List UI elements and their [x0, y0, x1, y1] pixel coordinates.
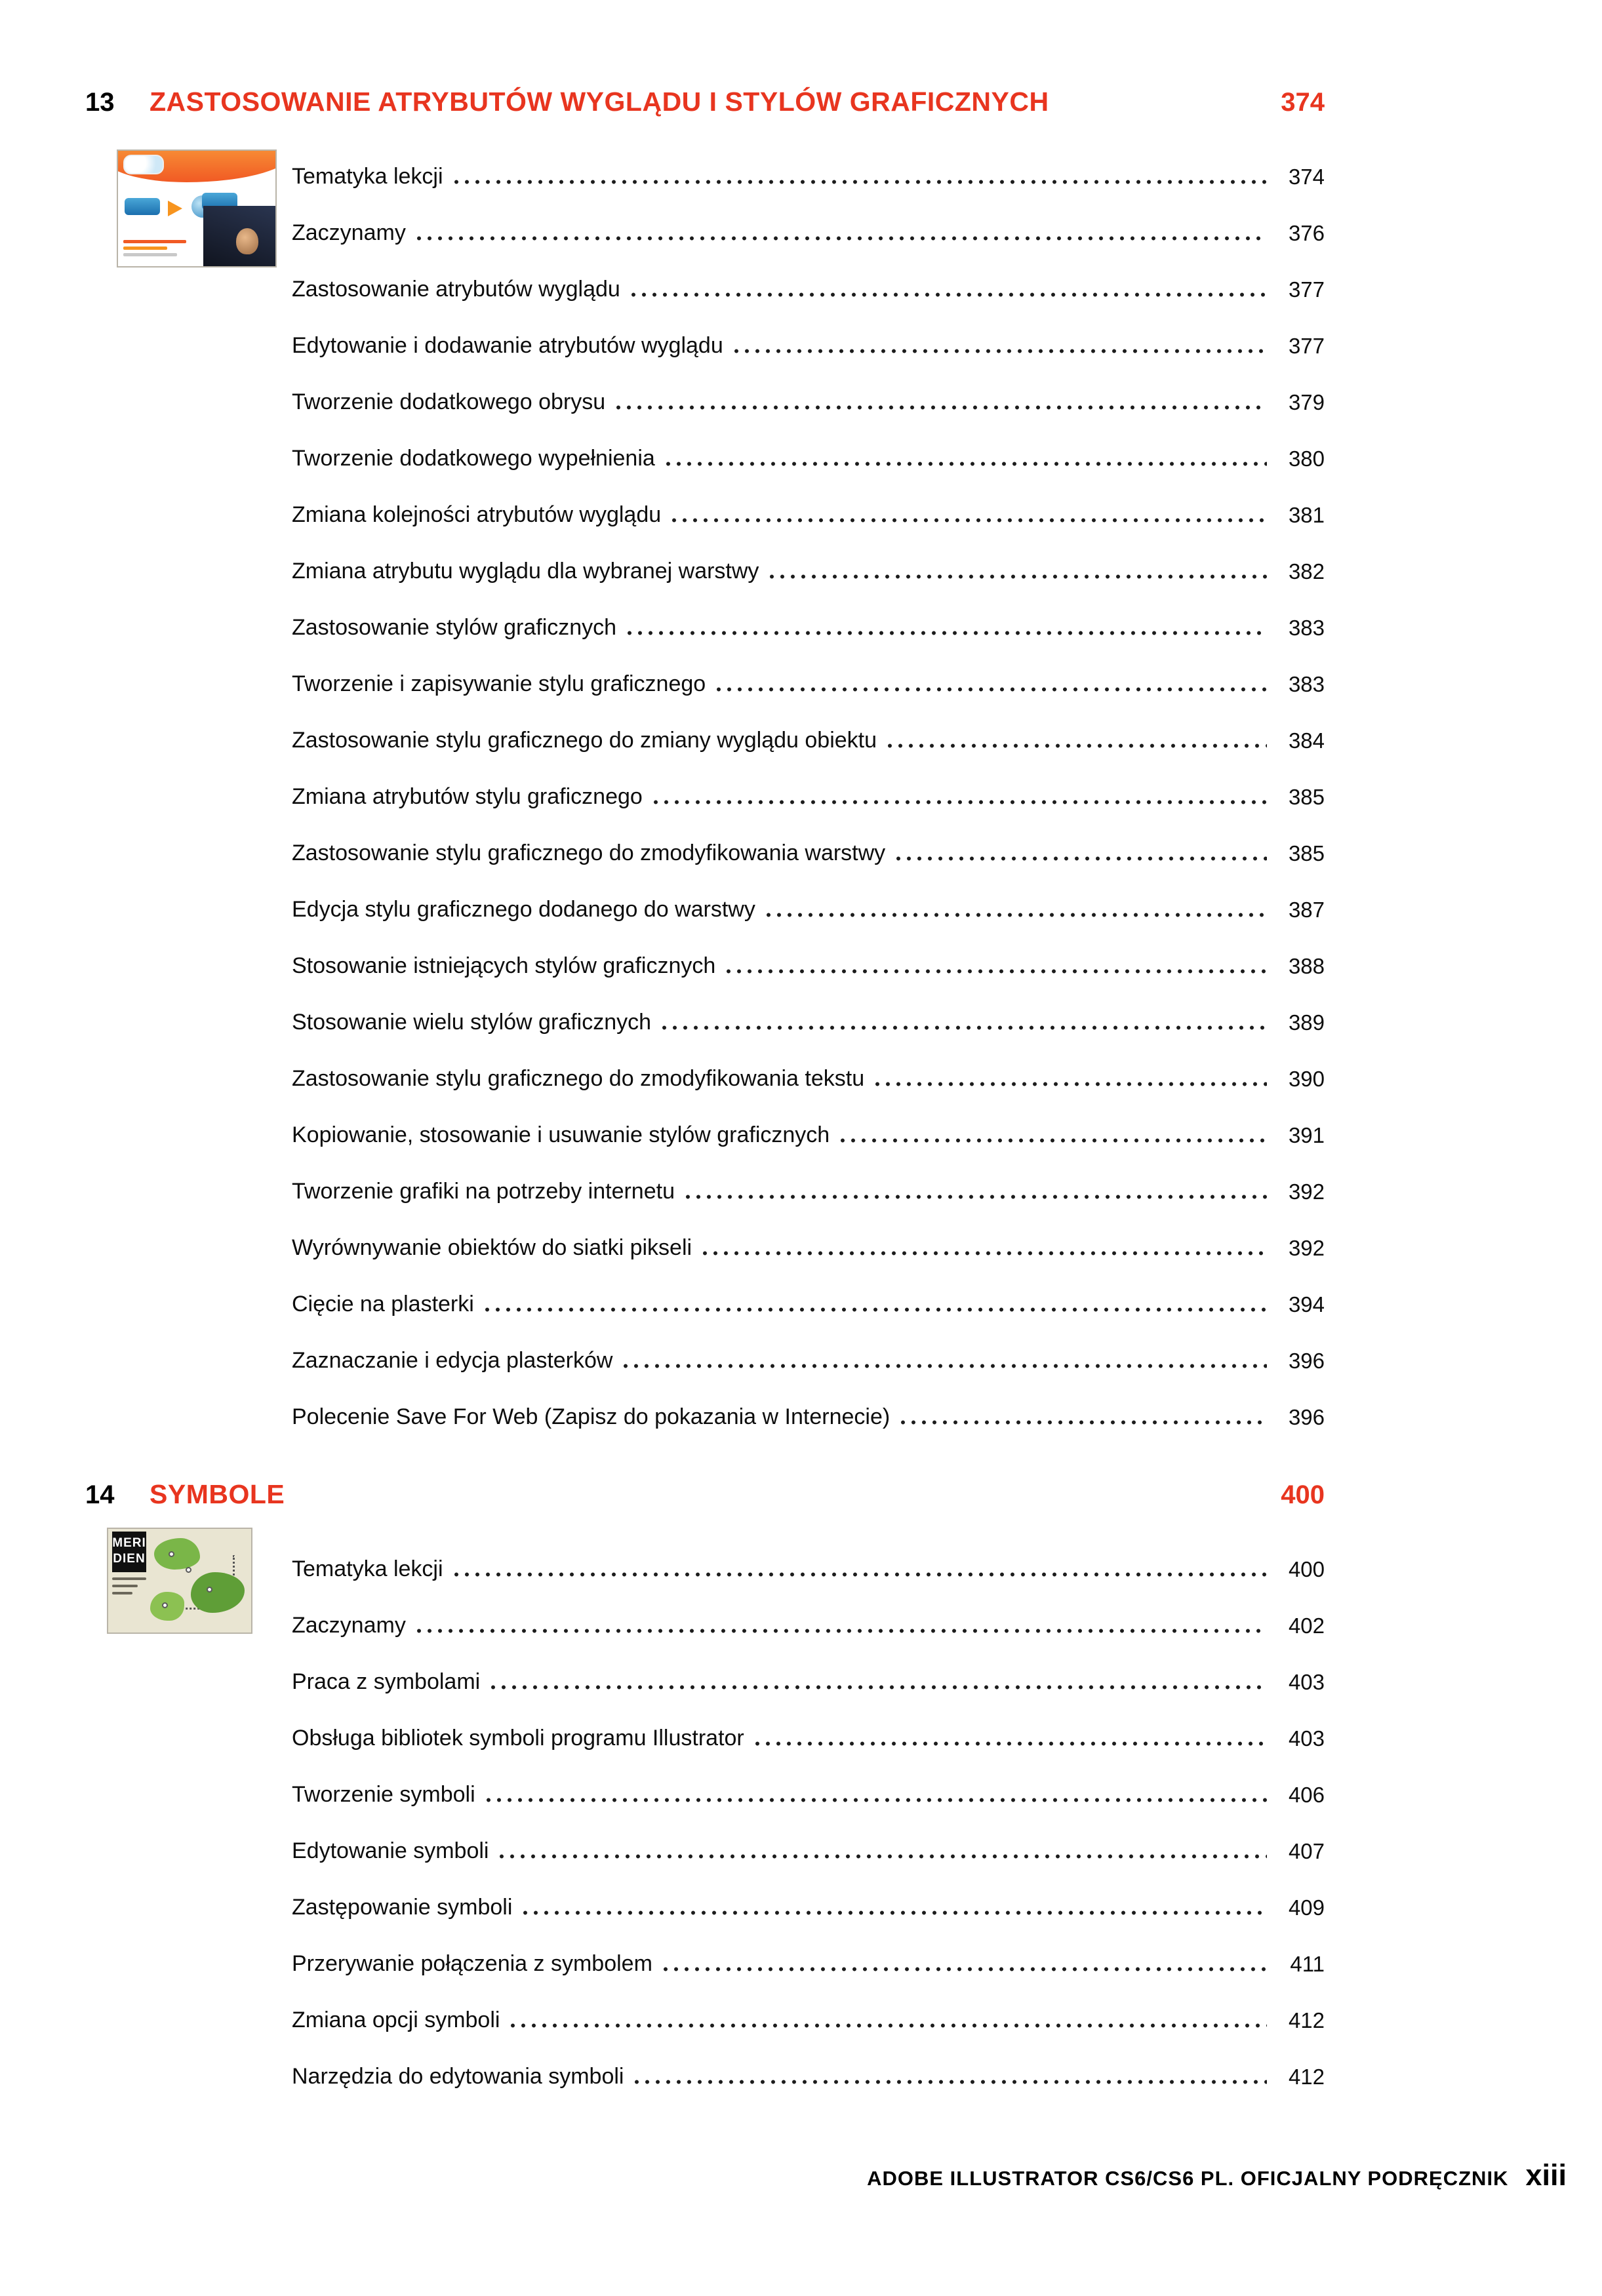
toc-entry-page: 385 — [1288, 785, 1325, 809]
chapter-heading — [85, 87, 1325, 117]
toc-entry-page: 392 — [1288, 1179, 1325, 1204]
toc-entry — [292, 1818, 1325, 1874]
toc-entry-page: 384 — [1288, 728, 1325, 753]
toc-entry-page: 380 — [1288, 446, 1325, 471]
toc-entry-label: Tworzenie i zapisywanie stylu graficznego — [292, 671, 706, 696]
toc-entry-label: Zmiana kolejności atrybutów wyglądu — [292, 502, 662, 527]
leader-dots — [451, 1572, 1267, 1577]
toc-entry-label: Zmiana atrybutów stylu graficznego — [292, 784, 643, 809]
toc-entry — [292, 482, 1325, 538]
toc-entry-label: Zastosowanie stylów graficznych — [292, 615, 617, 640]
toc-entry-label: Edytowanie symboli — [292, 1838, 489, 1863]
toc-entry — [292, 1874, 1325, 1931]
toc-entry — [292, 989, 1325, 1046]
toc-entry — [292, 1649, 1325, 1705]
toc-entry-label: Stosowanie wielu stylów graficznych — [292, 1010, 652, 1035]
map-title-line: DIEN — [113, 1551, 146, 1566]
toc-entry-label: Tworzenie grafiki na potrzeby internetu — [292, 1179, 675, 1204]
leader-dots — [663, 462, 1267, 466]
chapter-number: 13 — [85, 88, 115, 117]
page-footer — [867, 2158, 1567, 2192]
toc-entry — [292, 1593, 1325, 1649]
leader-dots — [872, 1082, 1267, 1086]
toc-entry-page: 385 — [1288, 841, 1325, 865]
toc-entry-label: Tworzenie dodatkowego wypełnienia — [292, 446, 655, 471]
leader-dots — [483, 1798, 1267, 1802]
toc-entry-page: 387 — [1288, 898, 1325, 922]
toc-entry — [292, 144, 1325, 200]
leader-dots — [700, 1251, 1267, 1256]
toc-entry-label: Wyrównywanie obiektów do siatki pikseli — [292, 1235, 692, 1260]
leader-dots — [496, 1854, 1267, 1859]
toc-entry-page: 391 — [1288, 1123, 1325, 1147]
toc-entry-label: Przerywanie połączenia z symbolem — [292, 1951, 652, 1976]
leader-dots — [893, 856, 1267, 861]
toc-entry-label: Tematyka lekcji — [292, 164, 443, 189]
leader-dots — [414, 1629, 1267, 1633]
toc-entry-label: Kopiowanie, stosowanie i usuwanie stylów graficznych — [292, 1122, 830, 1147]
toc-entry-label: Polecenie Save For Web (Zapisz do pokazania w Internecie) — [292, 1404, 891, 1429]
leader-dots — [631, 2080, 1267, 2084]
toc-entry — [292, 538, 1325, 595]
toc-entry-page: 403 — [1288, 1726, 1325, 1751]
leader-dots — [683, 1195, 1267, 1199]
leader-dots — [763, 913, 1267, 917]
leader-dots — [451, 180, 1267, 184]
toc-entry-page: 403 — [1288, 1670, 1325, 1694]
toc-entry — [292, 707, 1325, 764]
folio-page-number: xiii — [1525, 2158, 1567, 2192]
toc-entry-label: Zastosowanie atrybutów wyglądu — [292, 277, 620, 302]
toc-entry-page: 376 — [1288, 221, 1325, 245]
leader-dots — [660, 1967, 1267, 1971]
toc-entry-page: 412 — [1288, 2008, 1325, 2032]
leader-dots — [837, 1138, 1267, 1143]
toc-entry — [292, 1102, 1325, 1158]
leader-dots — [713, 687, 1267, 692]
toc-entry-page: 406 — [1288, 1783, 1325, 1807]
toc-entry — [292, 1328, 1325, 1384]
toc-entry — [292, 877, 1325, 933]
leader-dots — [723, 969, 1267, 974]
chapter-13-entry-list — [292, 144, 1325, 1440]
toc-entry-page: 412 — [1288, 2065, 1325, 2089]
toc-entry — [292, 2044, 1325, 2100]
toc-entry-label: Praca z symbolami — [292, 1669, 481, 1694]
toc-entry-label: Zaczynamy — [292, 1613, 406, 1638]
toc-entry-label: Zmiana atrybutu wyglądu dla wybranej warstwy — [292, 559, 759, 584]
toc-entry-label: Zastosowanie stylu graficznego do zmiany wyglądu obiektu — [292, 728, 877, 753]
chapter-14-entry-list — [292, 1536, 1325, 2100]
toc-entry — [292, 369, 1325, 426]
toc-entry-label: Zastosowanie stylu graficznego do zmodyfikowania warstwy — [292, 841, 886, 865]
toc-entry-page: 396 — [1288, 1405, 1325, 1429]
toc-entry — [292, 1762, 1325, 1818]
leader-dots — [520, 1910, 1267, 1915]
toc-entry — [292, 1536, 1325, 1593]
toc-entry-label: Narzędzia do edytowania symboli — [292, 2064, 624, 2089]
toc-entry-page: 396 — [1288, 1349, 1325, 1373]
toc-entry-page: 377 — [1288, 334, 1325, 358]
toc-entry — [292, 1931, 1325, 1987]
chapter-title: SYMBOLE — [150, 1479, 285, 1509]
leader-dots — [669, 518, 1267, 523]
chapter-13-section — [85, 87, 1325, 1440]
toc-entry-page: 377 — [1288, 277, 1325, 302]
leader-dots — [628, 292, 1267, 297]
toc-entry — [292, 313, 1325, 369]
leader-dots — [767, 574, 1267, 579]
toc-entry — [292, 1384, 1325, 1440]
chapter-page-number: 400 — [1281, 1480, 1325, 1509]
leader-dots — [620, 1364, 1267, 1368]
toc-entry-page: 383 — [1288, 616, 1325, 640]
toc-entry-page: 389 — [1288, 1010, 1325, 1035]
toc-entry — [292, 1046, 1325, 1102]
toc-entry — [292, 820, 1325, 877]
map-title-line: MERI — [112, 1536, 146, 1550]
leader-dots — [731, 349, 1267, 353]
toc-entry — [292, 651, 1325, 707]
toc-entry — [292, 426, 1325, 482]
toc-entry-label: Tematyka lekcji — [292, 1556, 443, 1581]
toc-entry-page: 400 — [1288, 1557, 1325, 1581]
toc-entry-label: Zmiana opcji symboli — [292, 2008, 500, 2032]
toc-entry-page: 388 — [1288, 954, 1325, 978]
toc-entry-page: 379 — [1288, 390, 1325, 414]
toc-entry-page: 383 — [1288, 672, 1325, 696]
toc-entry-label: Cięcie na plasterki — [292, 1292, 474, 1316]
toc-entry — [292, 764, 1325, 820]
toc-entry — [292, 933, 1325, 989]
toc-entry-page: 411 — [1290, 1952, 1325, 1976]
leader-dots — [898, 1420, 1267, 1425]
toc-entry-label: Edycja stylu graficznego dodanego do warstwy — [292, 897, 755, 922]
toc-entry — [292, 1158, 1325, 1215]
toc-entry — [292, 200, 1325, 256]
chapter-title: ZASTOSOWANIE ATRYBUTÓW WYGLĄDU I STYLÓW GRAFICZNYCH — [150, 87, 1049, 117]
toc-entry-page: 374 — [1288, 165, 1325, 189]
toc-entry — [292, 1215, 1325, 1271]
toc-entry-label: Edytowanie i dodawanie atrybutów wyglądu — [292, 333, 723, 358]
leader-dots — [885, 743, 1267, 748]
leader-dots — [482, 1307, 1267, 1312]
book-title: ADOBE ILLUSTRATOR CS6/CS6 PL. OFICJALNY PODRĘCZNIK — [867, 2167, 1509, 2190]
toc-entry-page: 402 — [1288, 1613, 1325, 1638]
toc-entry-page: 409 — [1288, 1895, 1325, 1920]
leader-dots — [659, 1025, 1267, 1030]
leader-dots — [414, 236, 1267, 241]
toc-entry — [292, 1271, 1325, 1328]
toc-entry-label: Zaczynamy — [292, 220, 406, 245]
toc-entry-label: Zastępowanie symboli — [292, 1895, 513, 1920]
chapter-number: 14 — [85, 1480, 115, 1509]
chapter-heading — [85, 1479, 1325, 1510]
toc-entry-label: Tworzenie dodatkowego obrysu — [292, 389, 606, 414]
toc-entry-label: Zastosowanie stylu graficznego do zmodyfikowania tekstu — [292, 1066, 865, 1091]
toc-entry-page: 392 — [1288, 1236, 1325, 1260]
toc-entry-page: 407 — [1288, 1839, 1325, 1863]
toc-entry-label: Zaznaczanie i edycja plasterków — [292, 1348, 613, 1373]
toc-entry-page: 382 — [1288, 559, 1325, 584]
leader-dots — [624, 631, 1267, 635]
toc-entry-label: Stosowanie istniejących stylów graficznych — [292, 953, 716, 978]
toc-entry-label: Tworzenie symboli — [292, 1782, 475, 1807]
leader-dots — [651, 800, 1267, 804]
toc-entry-page: 381 — [1288, 503, 1325, 527]
toc-entry — [292, 1705, 1325, 1762]
toc-entry-page: 390 — [1288, 1067, 1325, 1091]
chapter-14-section — [85, 1479, 1325, 2100]
leader-dots — [508, 2023, 1267, 2028]
toc-entry-label: Obsługa bibliotek symboli programu Illustrator — [292, 1726, 744, 1751]
leader-dots — [752, 1741, 1267, 1746]
chapter-page-number: 374 — [1281, 88, 1325, 117]
toc-entry — [292, 595, 1325, 651]
toc-entry — [292, 1987, 1325, 2044]
leader-dots — [488, 1685, 1267, 1690]
toc-entry-page: 394 — [1288, 1292, 1325, 1316]
toc-entry — [292, 256, 1325, 313]
leader-dots — [613, 405, 1267, 410]
